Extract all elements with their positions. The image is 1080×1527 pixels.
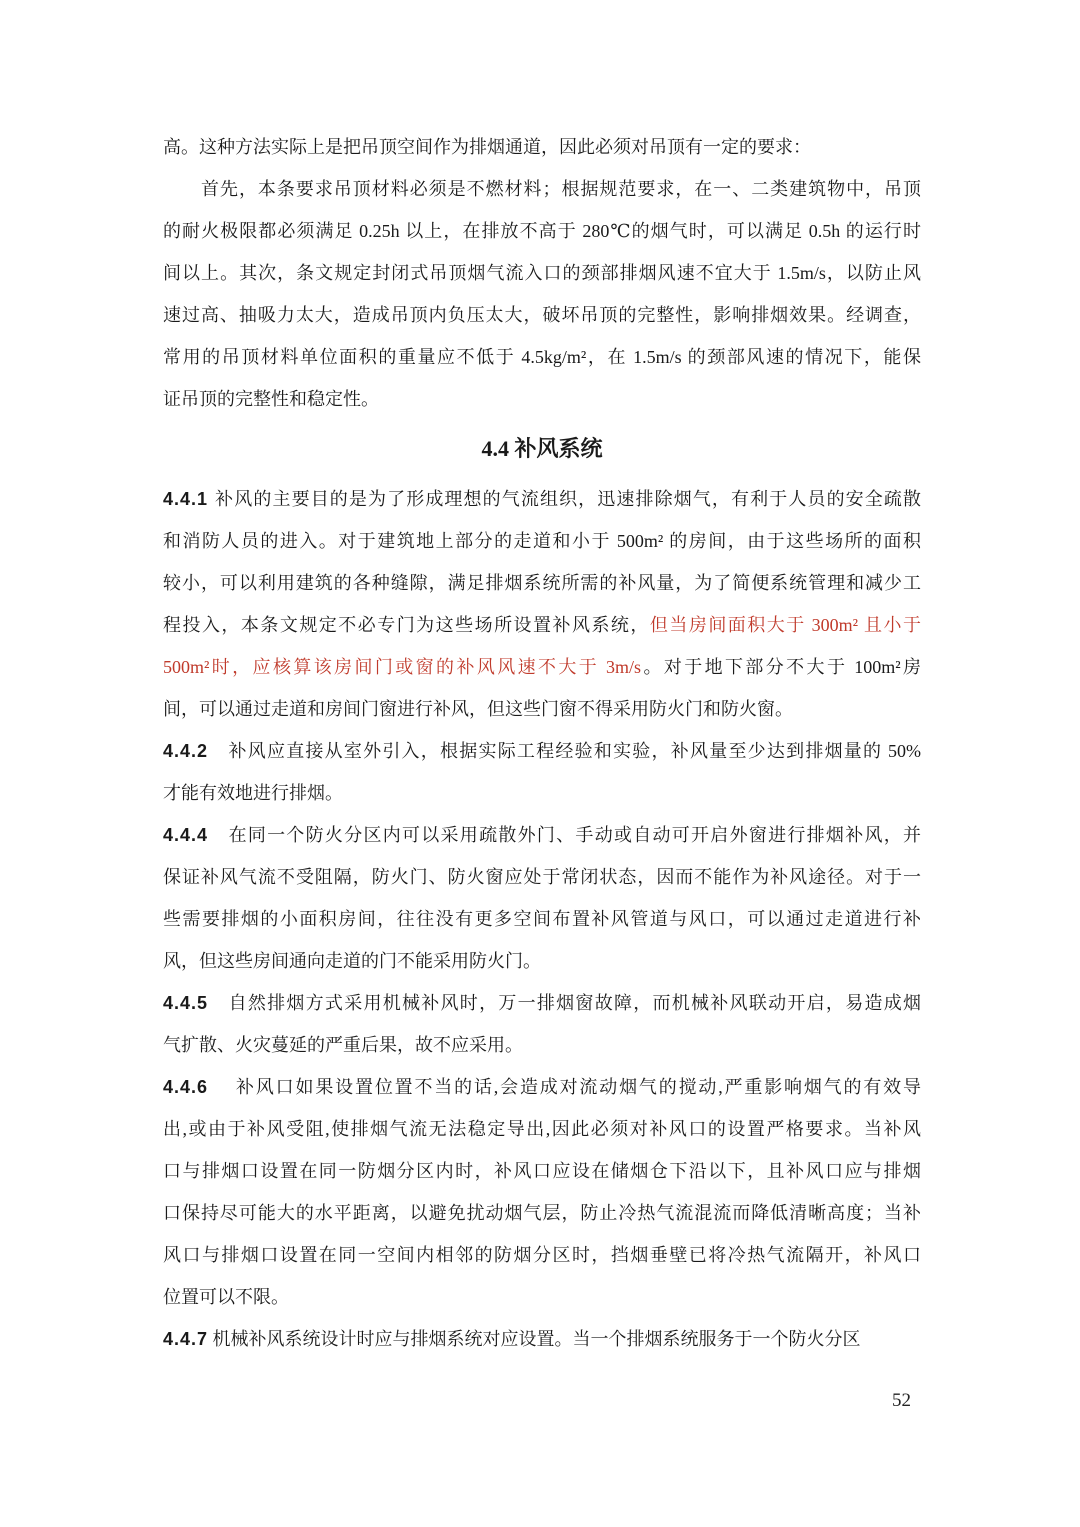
text-run: 口与排烟口设置在同一防烟分区内时，补风口应设在储烟仓下沿以下，且补风口应与排烟 xyxy=(163,1161,921,1181)
text-line xyxy=(163,1150,921,1192)
clause-number: 4.4.1 xyxy=(163,489,216,509)
text-run: 的耐火极限都必须满足 0.25h 以上，在排放不高于 280℃的烟气时，可以满足 0.5h 的运行时 xyxy=(163,221,921,241)
text-run: 自然排烟方式采用机械补风时，万一排烟窗故障，而机械补风联动开启，易造成烟 xyxy=(208,993,921,1013)
text-run: 些需要排烟的小面积房间，往往没有更多空间布置补风管道与风口，可以通过走道进行补 xyxy=(163,909,921,929)
text-run: 和消防人员的进入。对于建筑地上部分的走道和小于 500m² 的房间，由于这些场所的面积 xyxy=(163,531,921,551)
text-run: 间，可以通过走道和房间门窗进行补风，但这些门窗不得采用防火门和防火窗。 xyxy=(163,699,793,719)
clause-number: 4.4.7 xyxy=(163,1329,209,1349)
text-line xyxy=(163,982,921,1024)
section-heading: 4.4 补风系统 xyxy=(481,436,603,461)
text-line xyxy=(163,478,921,520)
text-run: 补风口如果设置位置不当的话,会造成对流动烟气的搅动,严重影响烟气的有效导 xyxy=(208,1077,921,1097)
text-run: 证吊顶的完整性和稳定性。 xyxy=(163,389,379,409)
text-line xyxy=(163,1192,921,1234)
text-line xyxy=(163,336,921,378)
text-line xyxy=(163,1024,921,1066)
clause-number: 4.4.2 xyxy=(163,741,209,761)
text-line xyxy=(163,126,921,168)
text-run: 口保持尽可能大的水平距离，以避免扰动烟气层，防止冷热气流混流而降低清晰高度；当补 xyxy=(163,1203,921,1223)
text-line xyxy=(163,814,921,856)
emphasis-text-run: 但当房间面积大于 300m² 且小于 xyxy=(649,615,921,635)
text-line xyxy=(163,730,921,772)
text-run: 较小，可以利用建筑的各种缝隙，满足排烟系统所需的补风量，为了简便系统管理和减少工 xyxy=(163,573,921,593)
text-line xyxy=(163,646,921,688)
text-run: 补风应直接从室外引入，根据实际工程经验和实验，补风量至少达到排烟量的 50% xyxy=(208,741,921,761)
text-run: 保证补风气流不受阻隔，防火门、防火窗应处于常闭状态，因而不能作为补风途径。对于一 xyxy=(163,867,921,887)
text-run: 间以上。其次，条文规定封闭式吊顶烟气流入口的颈部排烟风速不宜大于 1.5m/s，以防止风 xyxy=(163,263,921,283)
text-line xyxy=(163,856,921,898)
text-run: 程投入，本条文规定不必专门为这些场所设置补风系统， xyxy=(163,615,650,635)
emphasis-text-run: 500m²时，应核算该房间门或窗的补风风速不大于 3m/s xyxy=(163,657,642,677)
text-run: 出,或由于补风受阻,使排烟气流无法稳定导出,因此必须对补风口的设置严格要求。当补风 xyxy=(163,1119,921,1139)
text-line xyxy=(163,520,921,562)
text-line xyxy=(163,1066,921,1108)
text-run: 才能有效地进行排烟。 xyxy=(163,783,343,803)
text-run: 风口与排烟口设置在同一空间内相邻的防烟分区时，挡烟垂壁已将冷热气流隔开，补风口 xyxy=(163,1245,921,1265)
document-content xyxy=(163,126,921,1360)
text-line xyxy=(163,562,921,604)
text-run: 。对于地下部分不大于 100m²房 xyxy=(641,657,921,677)
page-number: 52 xyxy=(892,1390,911,1411)
text-run: 常用的吊顶材料单位面积的重量应不低于 4.5kg/m²，在 1.5m/s 的颈部风速的情况下，能保 xyxy=(163,347,921,367)
text-line xyxy=(163,1318,921,1360)
text-line xyxy=(163,940,921,982)
text-run: 补风的主要目的是为了形成理想的气流组织，迅速排除烟气，有利于人员的安全疏散 xyxy=(215,489,921,509)
text-run: 风，但这些房间通向走道的门不能采用防火门。 xyxy=(163,951,541,971)
text-line xyxy=(163,168,921,210)
text-run: 气扩散、火灾蔓延的严重后果，故不应采用。 xyxy=(163,1035,523,1055)
text-line xyxy=(163,210,921,252)
text-line xyxy=(163,772,921,814)
text-line xyxy=(163,604,921,646)
text-run: 机械补风系统设计时应与排烟系统对应设置。当一个排烟系统服务于一个防火分区 xyxy=(208,1329,861,1349)
clause-number: 4.4.4 xyxy=(163,825,209,845)
text-line xyxy=(163,294,921,336)
text-run: 高。这种方法实际上是把吊顶空间作为排烟通道，因此必须对吊顶有一定的要求： xyxy=(163,137,811,157)
text-line xyxy=(163,378,921,420)
text-line xyxy=(163,252,921,294)
text-line xyxy=(163,1108,921,1150)
text-line xyxy=(163,1234,921,1276)
text-line xyxy=(163,898,921,940)
text-run: 位置可以不限。 xyxy=(163,1287,289,1307)
text-line xyxy=(163,1276,921,1318)
text-run: 速过高、抽吸力太大，造成吊顶内负压太大，破坏吊顶的完整性，影响排烟效果。经调查， xyxy=(163,305,921,325)
clause-number: 4.4.5 xyxy=(163,993,209,1013)
text-line xyxy=(163,688,921,730)
text-run: 在同一个防火分区内可以采用疏散外门、手动或自动可开启外窗进行排烟补风，并 xyxy=(208,825,921,845)
clause-number: 4.4.6 xyxy=(163,1077,209,1097)
text-run: 首先，本条要求吊顶材料必须是不燃材料；根据规范要求，在一、二类建筑物中，吊顶 xyxy=(201,179,921,199)
